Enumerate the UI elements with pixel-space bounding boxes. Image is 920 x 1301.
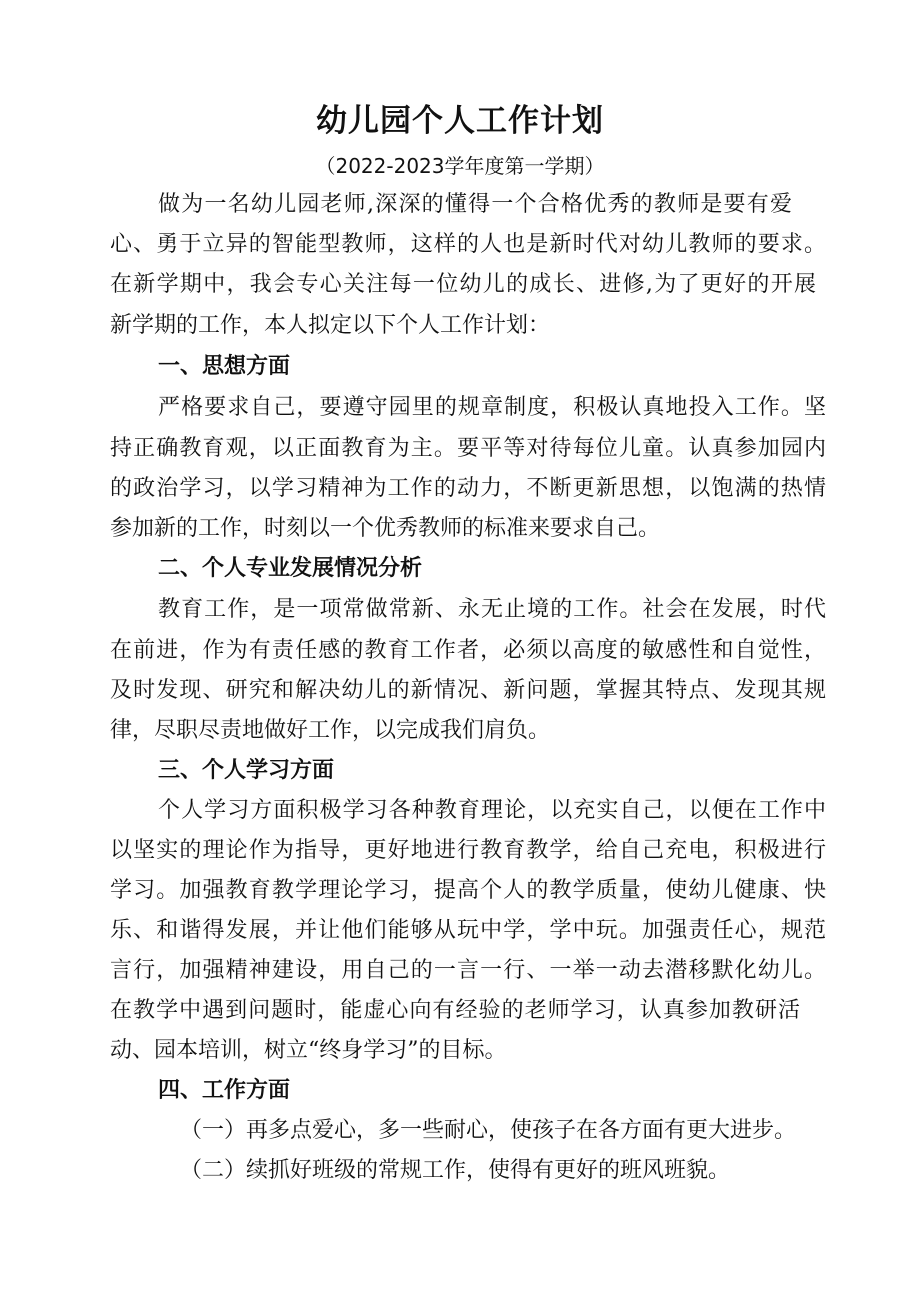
section-line: 教育工作，是一项常做常新、永无止境的工作。社会在发展，时代	[158, 597, 826, 622]
document-title: 幼儿园个人工作计划	[316, 103, 604, 139]
section-heading: 二、个人专业发展情况分析	[158, 556, 423, 581]
intro-line: 新学期的工作，本人拟定以下个人工作计划：	[110, 313, 551, 338]
section-line: 言行，加强精神建设，用自己的一言一行、一举一动去潜移默化幼儿。	[110, 958, 826, 983]
intro-line: 做为一名幼儿园老师,深深的懂得一个合格优秀的教师是要有爱	[158, 192, 792, 217]
section-line: （一）再多点爱心，多一些耐心，使孩子在各方面有更大进步。	[180, 1118, 797, 1143]
section-line: 动、园本培训，树立“终身学习”的目标。	[110, 1038, 507, 1063]
section-line: 在前进，作为有责任感的教育工作者，必须以高度的敏感性和自觉性，	[110, 638, 826, 663]
section-heading: 三、个人学习方面	[158, 758, 335, 783]
section-line: （二）续抓好班级的常规工作，使得有更好的班风班貌。	[180, 1158, 731, 1183]
section-line: 严格要求自己，要遵守园里的规章制度，积极认真地投入工作。坚	[158, 395, 826, 420]
intro-line: 心、勇于立异的智能型教师，这样的人也是新时代对幼儿教师的要求。	[110, 232, 826, 257]
section-line: 以坚实的理论作为指导，更好地进行教育教学，给自己充电，积极进行	[110, 838, 826, 863]
section-line: 乐、和谐得发展，并让他们能够从玩中学，学中玩。加强责任心，规范	[110, 918, 826, 943]
section-line: 学习。加强教育教学理论学习，提高个人的教学质量，使幼儿健康、快	[110, 878, 826, 903]
section-line: 律，尽职尽责地做好工作，以完成我们肩负。	[110, 718, 551, 743]
section-heading: 一、思想方面	[158, 354, 291, 379]
section-line: 的政治学习，以学习精神为工作的动力，不断更新思想，以饱满的热情	[110, 476, 826, 501]
document-subtitle: （2022-2023学年度第一学期）	[315, 154, 605, 178]
section-line: 参加新的工作，时刻以一个优秀教师的标准来要求自己。	[110, 516, 661, 541]
intro-line: 在新学期中，我会专心关注每一位幼儿的成长、进修,为了更好的开展	[110, 272, 816, 297]
section-line: 持正确教育观，以正面教育为主。要平等对待每位儿童。认真参加园内	[110, 436, 826, 461]
section-line: 在教学中遇到问题时，能虚心向有经验的老师学习，认真参加教研活	[110, 998, 800, 1023]
section-heading: 四、工作方面	[158, 1078, 291, 1103]
section-line: 及时发现、研究和解决幼儿的新情况、新问题，掌握其特点、发现其规	[110, 678, 826, 703]
section-line: 个人学习方面积极学习各种教育理论，以充实自己，以便在工作中	[158, 798, 826, 823]
